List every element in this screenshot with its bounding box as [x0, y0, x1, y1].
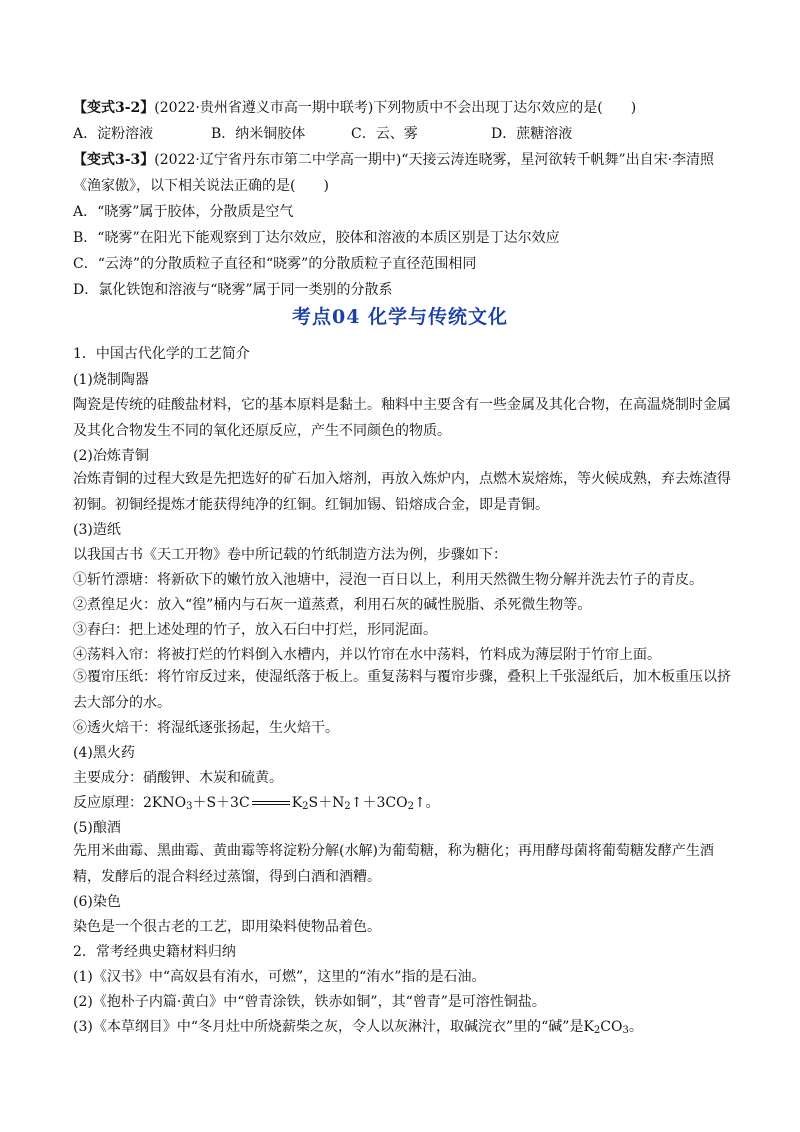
gunpowder-reaction	[73, 793, 440, 813]
reaction-rhs-2: S＋N	[308, 795, 345, 811]
item3-text: (3)《本草纲目》中“冬月灶中所烧薪柴之灰，令人以灰淋汁，取碱浣衣”里的“碱”是K	[73, 1019, 594, 1035]
paper-step-6: ⑥透火焙干：将湿纸逐张扬起，生火焙干。	[73, 720, 339, 736]
ceramics-title: (1)烧制陶器	[73, 372, 149, 388]
part2-item-1: (1)《汉书》中“高奴县有洧水，可燃”，这里的“洧水”指的是石油。	[73, 969, 486, 985]
reaction-rhs-1: K	[291, 795, 303, 811]
equals-sign	[252, 801, 290, 805]
paper-step-1: ①斩竹漂塘：将新砍下的嫩竹放入池塘中，浸泡一百日以上，利用天然微生物分解并洗去竹子的青皮。	[73, 572, 703, 588]
wine-title: (5)酿酒	[73, 820, 121, 836]
variant-3-2-options	[73, 124, 572, 144]
dyeing-title: (6)染色	[73, 894, 121, 910]
variant-3-3-tag: 【变式3-3】	[73, 152, 155, 168]
variant-3-2-stem	[73, 98, 636, 118]
option-b: B．纳米铜胶体	[211, 126, 306, 142]
variant-3-2-question: (2022·贵州省遵义市高一期中联考)下列物质中不会出现丁达尔效应的是( )	[154, 100, 637, 116]
paper-step-2: ②煮徨足火：放入“徨”桶内与石灰一道蒸煮，利用石灰的碱性脱脂、杀死微生物等。	[73, 597, 592, 613]
reaction-label: 反应原理：	[73, 795, 143, 811]
item3-end: 。	[628, 1019, 643, 1035]
section-heading: 考点04 化学与传统文化	[291, 306, 509, 328]
paper-intro: 以我国古书《天工开物》卷中所记载的竹纸制造方法为例，步骤如下：	[73, 547, 507, 563]
variant-3-2-tag: 【变式3-2】	[73, 100, 155, 116]
bronze-text: 冶炼青铜的过程大致是先把选好的矿石加入熔剂，再放入炼炉内，点燃木炭熔炼，等火候成熟，弃去炼渣得初铜。初铜经提炼才能获得纯净的红铜。红铜加锡、铅熔成合金，即是青铜。	[73, 471, 731, 513]
reaction-rhs-sub-1: 2	[302, 801, 309, 812]
item3-sub2: 3	[622, 1025, 629, 1036]
dyeing-text: 染色是一个很古老的工艺，即用染料使物品着色。	[73, 919, 381, 935]
gunpowder-title: (4)黑火药	[73, 745, 135, 761]
gunpowder-components: 主要成分：硝酸钾、木炭和硫黄。	[73, 770, 283, 786]
paper-step-3: ③舂臼：把上述处理的竹子，放入石臼中打烂，形同泥面。	[73, 622, 437, 638]
option-d: D．蔗糖溶液	[491, 126, 573, 142]
reaction-rhs-4: ↑。	[413, 795, 440, 811]
variant-3-3-option-c: C．“云涛”的分散质粒子直径和“晓雾”的分散质粒子直径范围相同	[73, 256, 477, 272]
paper-step-5: ⑤覆帘压纸：将竹帘反过来，使湿纸落于板上。重复荡料与覆帘步骤，叠积上千张湿纸后，加木板重压以挤去大部分的水。	[73, 669, 731, 711]
bronze-title: (2)冶炼青铜	[73, 448, 149, 464]
item3-tail: CO	[600, 1019, 623, 1035]
variant-3-3-question-line1: (2022·辽宁省丹东市第二中学高一期中)“天接云涛连晓雾，星河欲转千帆舞”出自宋·李清照	[154, 152, 715, 168]
part2-item-2: (2)《抱朴子内篇·黄白》中“曾青涂铁，铁赤如铜”，其“曾青”是可溶性铜盐。	[73, 994, 546, 1010]
variant-3-3-question-line2: 《渔家傲》，以下相关说法正确的是( )	[73, 178, 329, 194]
reaction-lhs-1: 2KNO	[143, 795, 187, 811]
ceramics-text: 陶瓷是传统的硅酸盐材料，它的基本原料是黏土。釉料中主要含有一些金属及其化合物，在高温烧制时金属及其化合物发生不同的氧化还原反应，产生不同颜色的物质。	[73, 397, 731, 439]
reaction-lhs-2: ＋S＋3C	[192, 795, 250, 811]
reaction-lhs-sub: 3	[186, 801, 193, 812]
option-c: C．云、雾	[351, 126, 418, 142]
variant-3-3-option-d: D．氯化铁饱和溶液与“晓雾”属于同一类别的分散系	[73, 282, 393, 298]
paper-step-4: ④荡料入帘：将被打烂的竹料倒入水槽内，并以竹帘在水中荡料，竹料成为薄层附于竹帘上面。	[73, 647, 661, 663]
variant-3-3-option-a: A．“晓雾”属于胶体，分散质是空气	[73, 204, 294, 220]
reaction-rhs-sub-3: 2	[407, 801, 414, 812]
part2-item-3	[73, 1017, 643, 1037]
part2-title: 2．常考经典史籍材料归纳	[73, 944, 236, 960]
variant-3-3-option-b: B．“晓雾”在阳光下能观察到丁达尔效应，胶体和溶液的本质区别是丁达尔效应	[73, 230, 560, 246]
variant-3-3-stem	[73, 150, 714, 170]
reaction-rhs-sub-2: 2	[344, 801, 351, 812]
paper-title: (3)造纸	[73, 522, 121, 538]
wine-text: 先用米曲霉、黑曲霉、黄曲霉等将淀粉分解(水解)为葡萄糖，称为糖化；再用酵母菌将葡萄糖发酵产生酒精，发酵后的混合料经过蒸馏，得到白酒和酒糟。	[73, 843, 714, 885]
item3-sub: 2	[593, 1025, 601, 1036]
option-a: A．淀粉溶液	[73, 126, 154, 142]
part1-title: 1．中国古代化学的工艺简介	[73, 346, 250, 362]
reaction-rhs-3: ↑＋3CO	[350, 795, 408, 811]
